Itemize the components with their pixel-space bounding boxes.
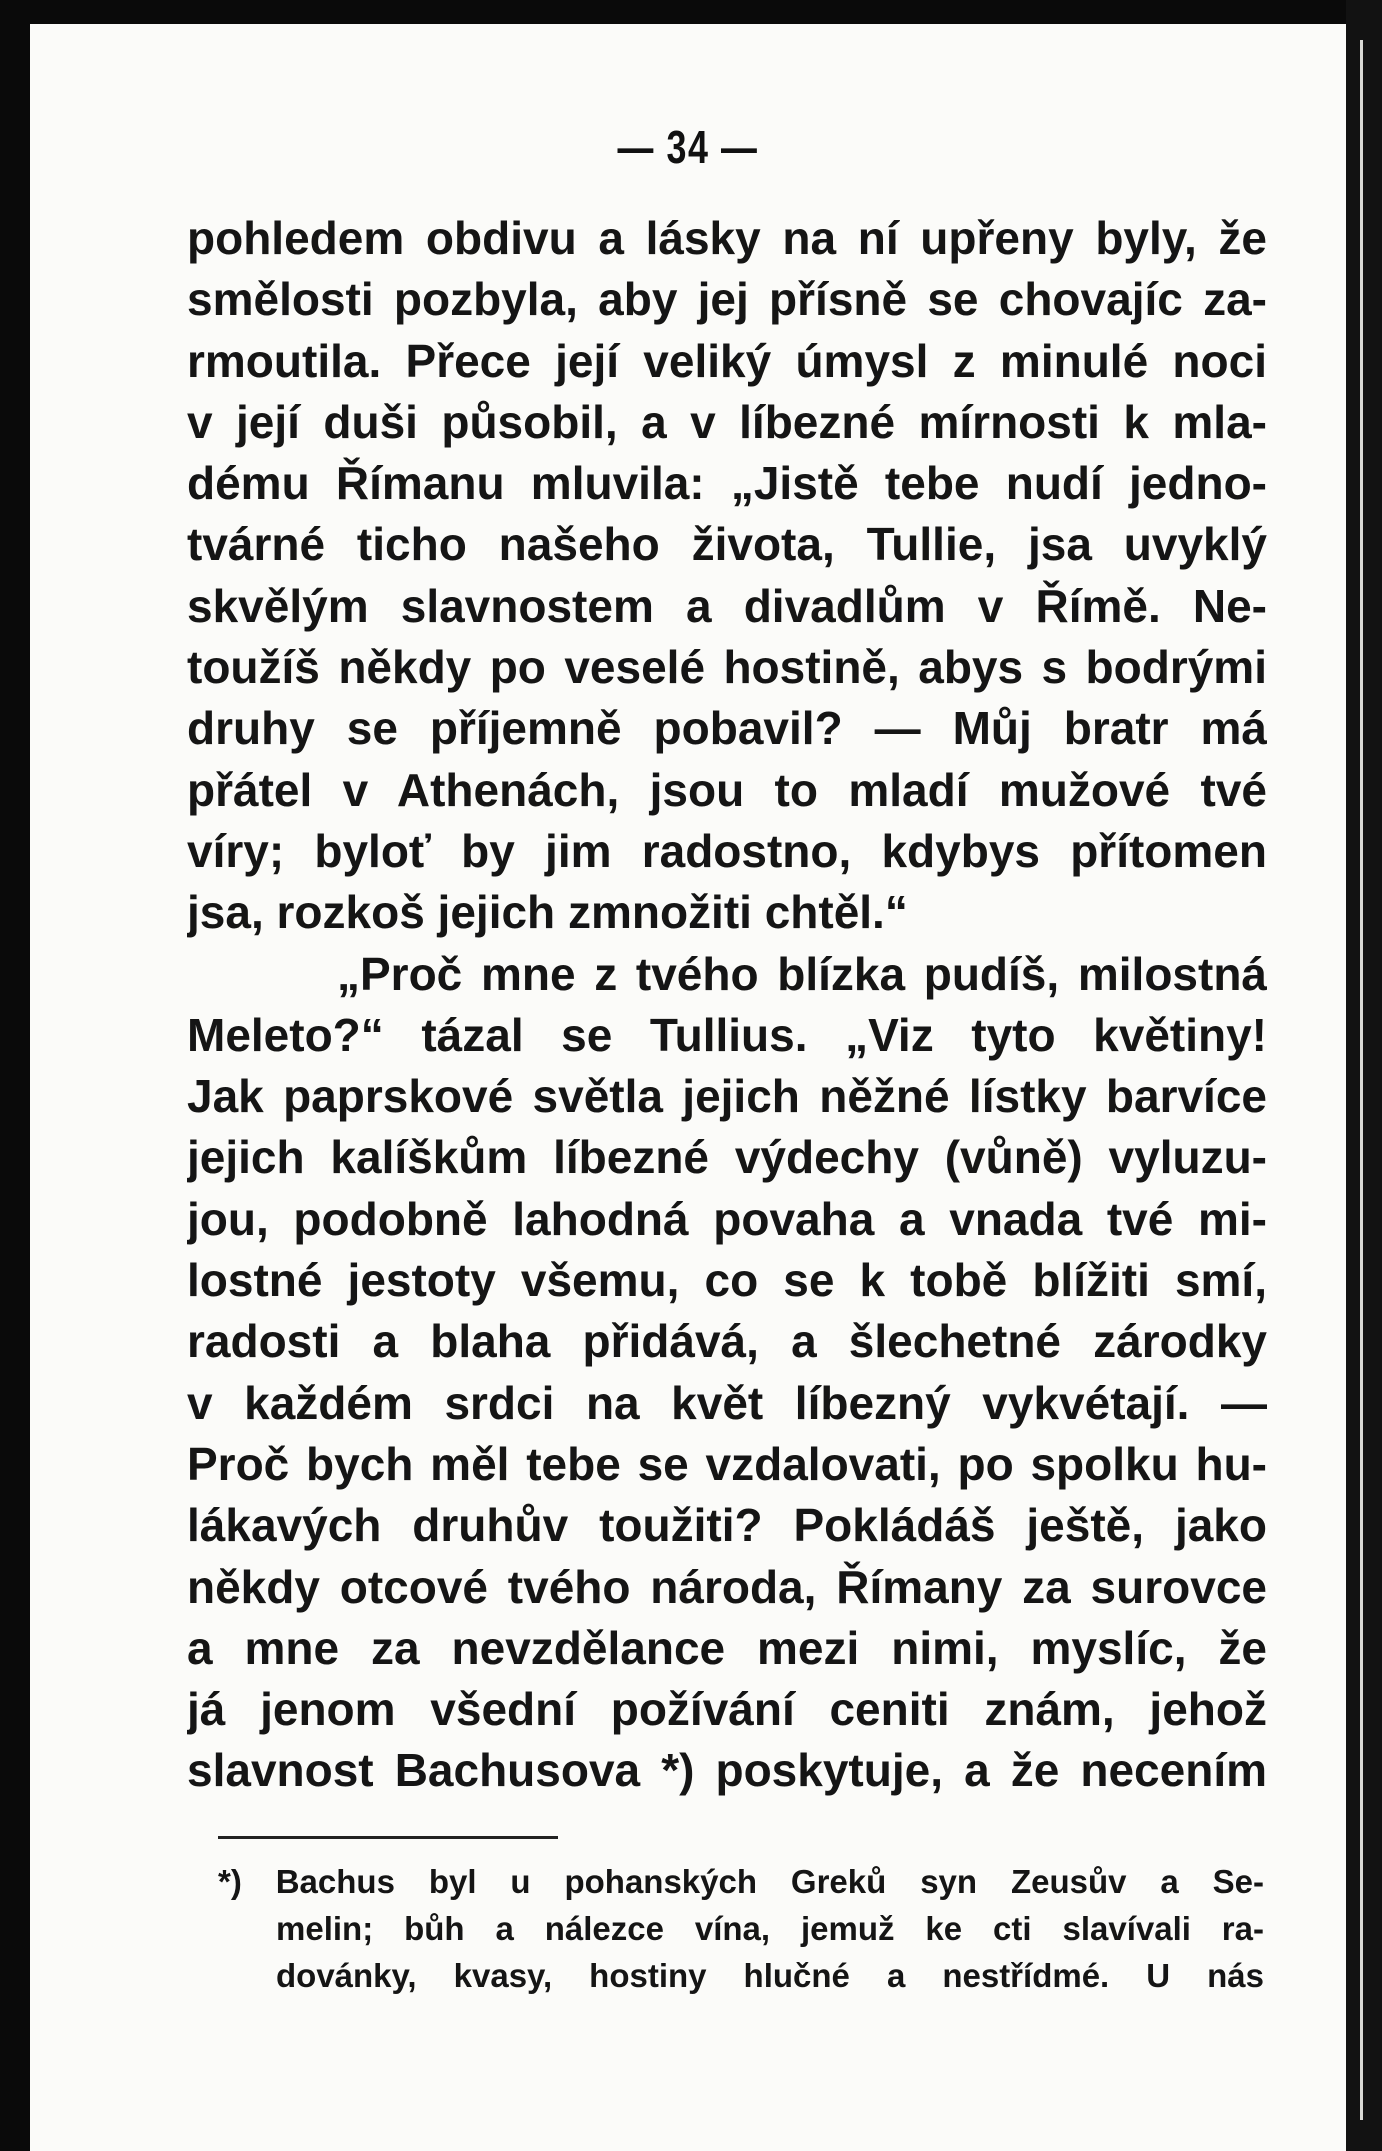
body-text (187, 208, 1267, 1802)
text-line: Meleto?“ tázal se Tullius. „Viz tyto květiny! (187, 1008, 1267, 1061)
page-number: — 34 — (617, 121, 759, 173)
text-line: jsa, rozkoš jejich zmnožiti chtěl.“ (187, 886, 908, 939)
page-fold-line (1360, 40, 1363, 2120)
text-line: já jenom všední požívání ceniti znám, jehož (187, 1683, 1267, 1736)
footnote-line: *) Bachus byl u pohanských Greků syn Zeusův a Se- (218, 1863, 1264, 1900)
text-line: „Proč mne z tvého blízka pudíš, milostná (337, 947, 1267, 1000)
text-line: slavnost Bachusova *) poskytuje, a že necením (187, 1744, 1267, 1797)
text-line: skvělým slavnostem a divadlům v Římě. Ne- (187, 579, 1267, 632)
text-line: dému Římanu mluvila: „Jistě tebe nudí jedno- (187, 457, 1267, 510)
footnote-divider (218, 1836, 558, 1839)
text-line: lostné jestoty všemu, co se k tobě blížiti smí, (187, 1254, 1267, 1307)
text-line: v její duši působil, a v líbezné mírnosti k mla- (187, 395, 1267, 448)
footnote-line: dovánky, kvasy, hostiny hlučné a nestřídmé. U nás (276, 1957, 1264, 1994)
text-line: někdy otcové tvého národa, Římany za surovce (187, 1560, 1267, 1613)
footnote-line: melin; bůh a nálezce vína, jemuž ke cti slavívali ra- (276, 1910, 1264, 1947)
text-line: jou, podobně lahodná povaha a vnada tvé mi- (187, 1192, 1267, 1245)
text-line: tvárné ticho našeho života, Tullie, jsa uvyklý (187, 518, 1267, 571)
page-edge (1346, 0, 1382, 2151)
footnote (218, 1858, 1264, 1999)
text-line: lákavých druhův toužiti? Pokládáš ještě, jako (187, 1499, 1267, 1552)
text-line: přátel v Athenách, jsou to mladí mužové tvé (187, 763, 1267, 816)
text-line: víry; byloť by jim radostno, kdybys přítomen (187, 824, 1267, 877)
text-line: rmoutila. Přece její veliký úmysl z minulé noci (187, 334, 1267, 387)
text-line: Proč bych měl tebe se vzdalovati, po spolku hu- (187, 1437, 1267, 1490)
text-line: druhy se příjemně pobavil? — Můj bratr má (187, 702, 1267, 755)
text-line: toužíš někdy po veselé hostině, abys s bodrými (187, 641, 1267, 694)
text-line: pohledem obdivu a lásky na ní upřeny byly, že (187, 212, 1267, 264)
text-line: Jak paprskové světla jejich něžné lístky barvíce (187, 1070, 1267, 1123)
text-line: jejich kalíškům líbezné výdechy (vůně) vyluzu- (187, 1131, 1267, 1184)
text-line: radosti a blaha přidává, a šlechetné zárodky (187, 1315, 1267, 1368)
text-line: a mne za nevzdělance mezi nimi, myslíc, že (187, 1621, 1267, 1674)
text-line: v každém srdci na květ líbezný vykvétají. — (187, 1376, 1267, 1429)
text-line: smělosti pozbyla, aby jej přísně se chovajíc za- (187, 273, 1267, 326)
